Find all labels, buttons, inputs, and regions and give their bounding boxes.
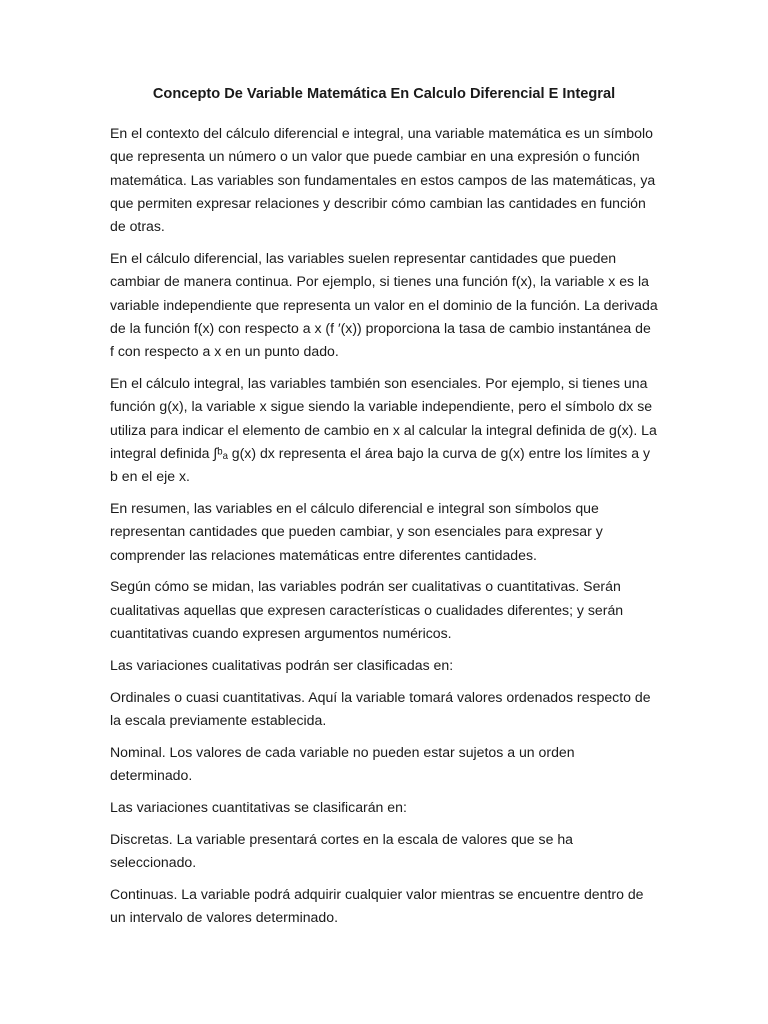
paragraph-summary: En resumen, las variables en el cálculo diferencial e integral son símbolos que representan cantidades que pueden cambiar, y son esenciales para expresar y comprender las relaciones matemáticas entre diferentes cantidades. [110,499,603,563]
paragraph-discrete: Discretas. La variable presentará cortes en la escala de valores que se ha seleccionado. [110,830,574,870]
paragraph-intro: En el contexto del cálculo diferencial e integral, una variable matemática es un símbolo que representa un número o un valor que puede cambiar en una expresión o función matemática. Las variables son fundamentales en estos campos de las matemáticas, ya que permiten expresar relaciones y describir cómo cambian las cantidades en función de otras. [110,125,656,235]
paragraph-measurement: Según cómo se midan, las variables podrán ser cualitativas o cuantitativas. Serán cualitativas aquellas que expresen características o cualidades diferentes; y serán cuantitativas cuando expresen argumentos numéricos. [110,578,624,641]
paragraph-differential-calculus: En el cálculo diferencial, las variables suelen representar cantidades que pueden cambiar de manera continua. Por ejemplo, si tienes una función f(x), la variable x es la variable independiente que representa un valor en el dominio de la función. La derivada de la función f(x) con respecto a x (f ′(x)) proporciona la tasa de cambio instantánea de f con respecto a x en un punto dado. [110,249,658,360]
paragraph-nominal: Nominal. Los valores de cada variable no pueden estar sujetos a un orden determinado. [110,743,575,783]
paragraph-ordinal: Ordinales o cuasi cuantitativas. Aquí la variable tomará valores ordenados respecto de la escala previamente establecida. [110,688,651,728]
paragraph-qualitative-heading: Las variaciones cualitativas podrán ser clasificadas en: [110,656,454,673]
paragraph-integral-calculus: En el cálculo integral, las variables también son esenciales. Por ejemplo, si tienes una función g(x), la variable x sigue siendo la variable independiente, pero el símbolo dx se utiliza para indicar el elemento de cambio en x al calcular la integral definida de g(x). La integral definida ∫ᵇₐ g(x) dx representa el área bajo la curva de g(x) entre los límites a y b en el eje x. [110,374,657,485]
document-title: Concepto De Variable Matemática En Calculo Diferencial E Integral [152,86,616,102]
paragraph-continuous: Continuas. La variable podrá adquirir cualquier valor mientras se encuentre dentro de un intervalo de valores determinado. [110,885,644,925]
paragraph-quantitative-heading: Las variaciones cuantitativas se clasificarán en: [110,798,407,815]
